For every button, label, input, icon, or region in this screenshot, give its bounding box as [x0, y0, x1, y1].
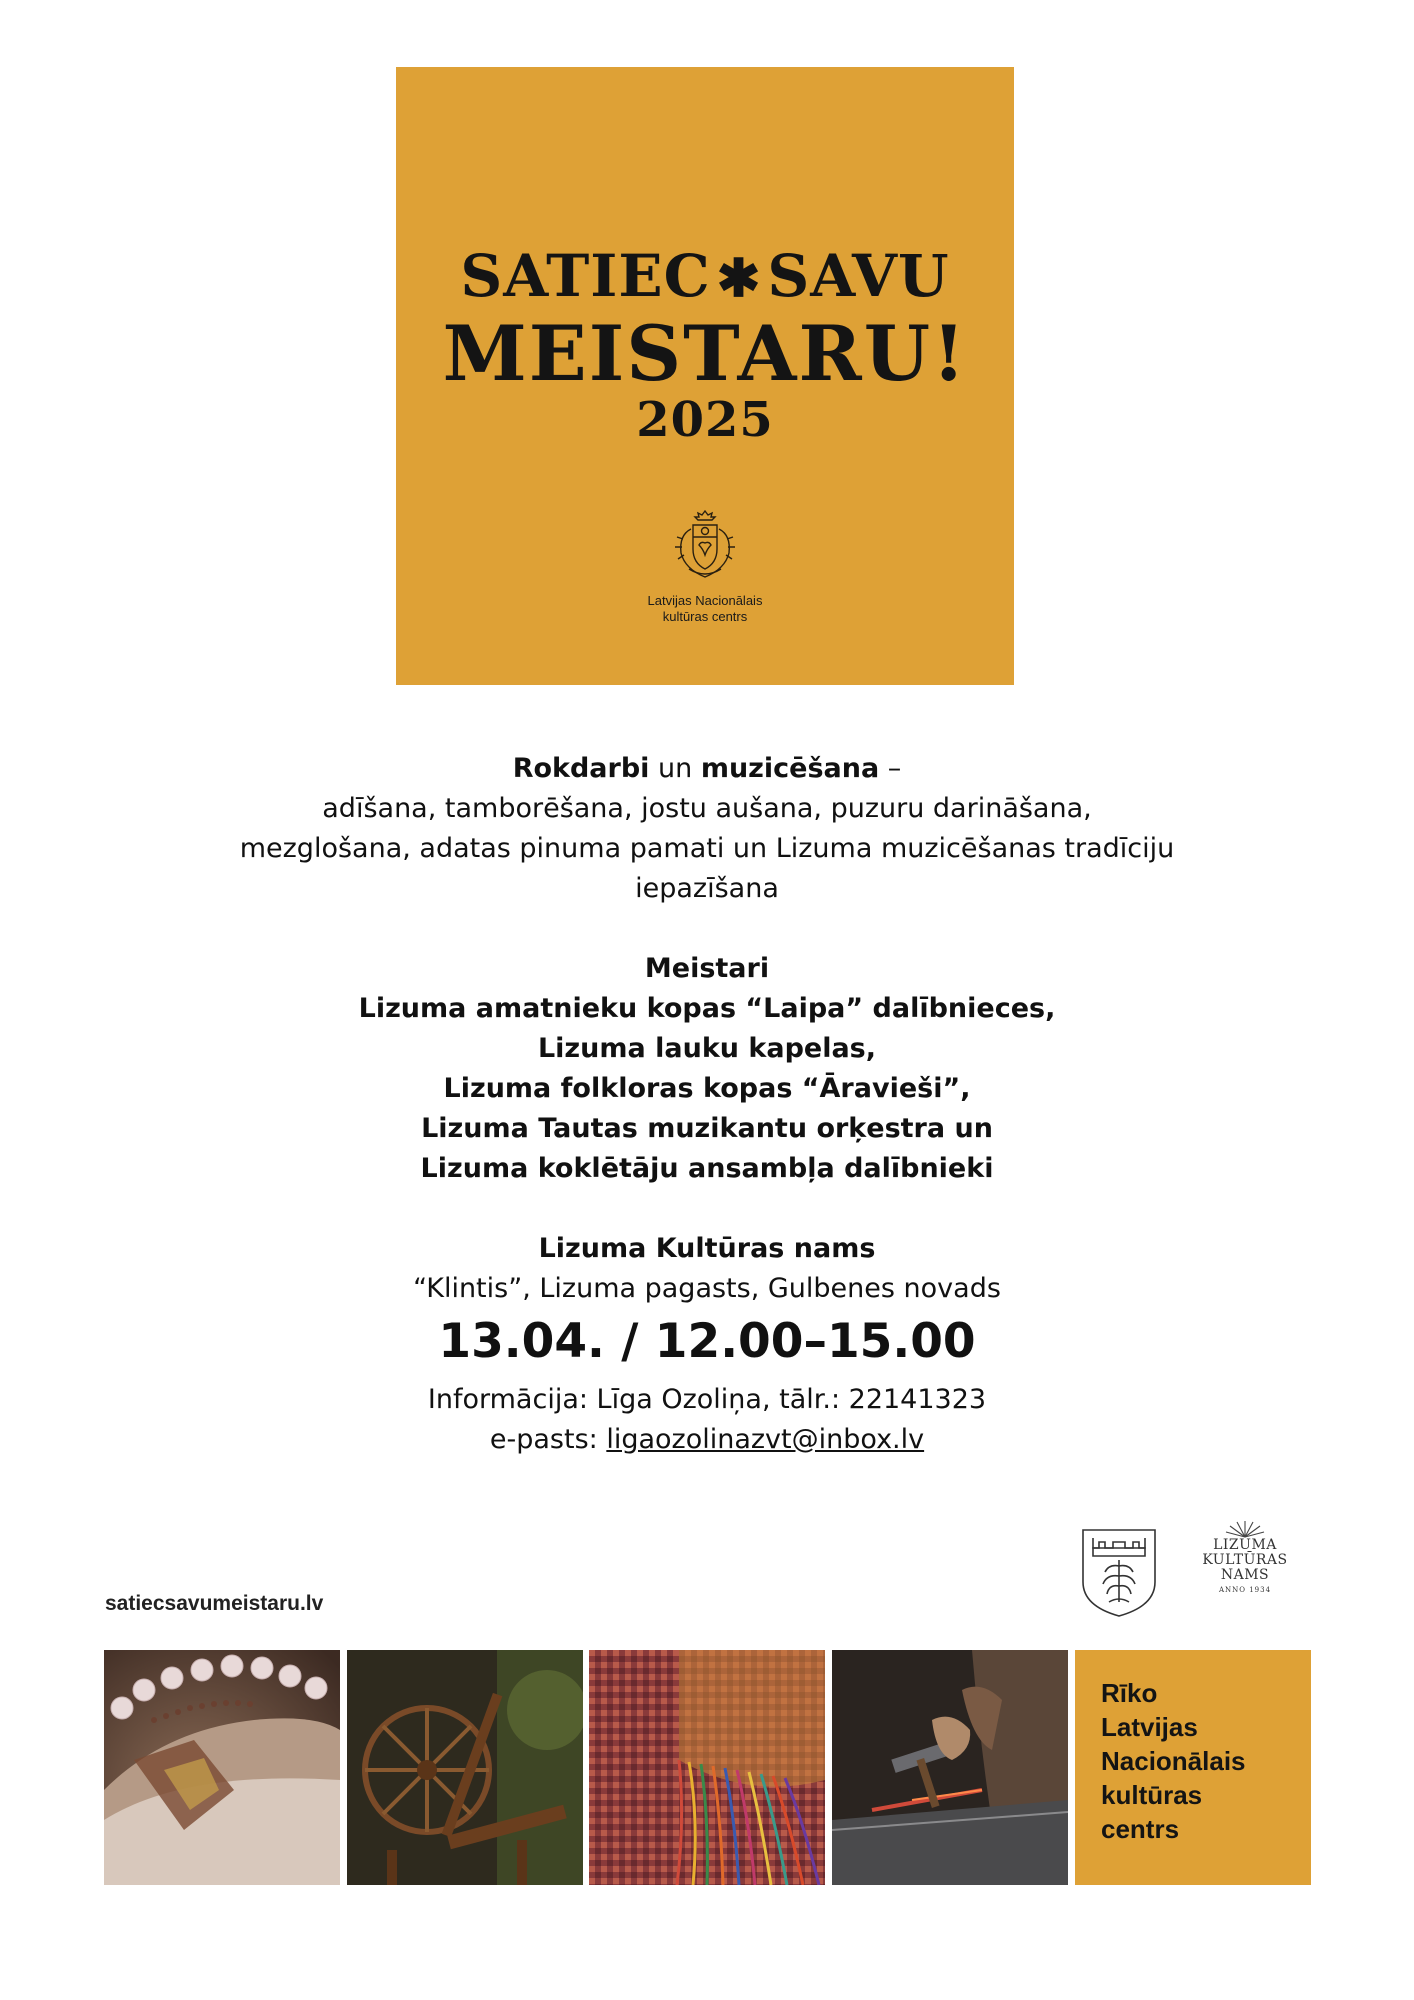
intro-line4: iepazīšana: [635, 873, 779, 904]
kn-line1: LIZUMA: [1213, 1537, 1277, 1553]
intro-muzicesana: muzicēšana: [700, 753, 880, 784]
coat-of-arms-icon: [665, 505, 745, 585]
master-item: Lizuma folkloras kopas “Āravieši”,: [443, 1073, 971, 1104]
woven-sash-photo: [589, 1650, 825, 1885]
kn-line2: KULTŪRAS: [1202, 1552, 1288, 1568]
hero-org-line2: kultūras centrs: [662, 609, 748, 624]
organiser-box: [1075, 1650, 1311, 1885]
organiser-line: kultūras: [1101, 1780, 1203, 1810]
intro-line2: adīšana, tamborēšana, jostu aušana, puzuru darināšana,: [322, 793, 1092, 824]
star-icon: ✱: [716, 248, 762, 309]
venue-name: Lizuma Kultūras nams: [538, 1233, 876, 1264]
gulbene-crest-icon: [1079, 1526, 1159, 1618]
venue-address: “Klintis”, Lizuma pagasts, Gulbenes novads: [413, 1273, 1001, 1304]
title-word-savu: SAVU: [767, 242, 950, 310]
master-item: Lizuma lauku kapelas,: [537, 1033, 877, 1064]
organiser-line: Rīko: [1101, 1678, 1158, 1708]
blacksmith-photo: [832, 1650, 1068, 1885]
intro-rokdarbi: Rokdarbi: [512, 753, 650, 784]
contact-info: Informācija: Līga Ozoliņa, tālr.: 22141323: [427, 1384, 987, 1415]
master-item: Lizuma amatnieku kopas “Laipa” dalībnieces,: [358, 993, 1056, 1024]
organiser-line: centrs: [1101, 1814, 1180, 1844]
email-link[interactable]: ligaozolinazvt@inbox.lv: [606, 1424, 925, 1455]
kn-line3: NAMS: [1220, 1567, 1270, 1583]
event-datetime: 13.04. / 12.00–15.00: [438, 1314, 976, 1369]
event-logo-panel: [396, 67, 1014, 685]
contact-email-line: [0, 1422, 1414, 1458]
organiser-line: Nacionālais: [1101, 1746, 1246, 1776]
intro-line3: mezglošana, adatas pinuma pamati un Lizuma muzicēšanas tradīciju: [239, 833, 1175, 864]
masters-heading: Meistari: [644, 953, 770, 984]
lizuma-kn-logo: [1195, 1518, 1295, 1618]
intro-dash: –: [879, 753, 902, 784]
hero-title-line2: MEISTARU!: [442, 309, 968, 398]
hero-org-line1: Latvijas Nacionālais: [647, 593, 763, 608]
beadwork-photo: [104, 1650, 340, 1885]
sun-rays-icon: [1223, 1518, 1267, 1538]
hero-title-line1: [396, 242, 1014, 310]
site-url-link[interactable]: satiecsavumeistaru.lv: [105, 1592, 324, 1615]
spinning-wheel-photo: [347, 1650, 583, 1885]
master-item: Lizuma koklētāju ansambļa dalībnieki: [420, 1153, 994, 1184]
title-word-satiec: SATIEC: [460, 242, 711, 310]
intro-un: un: [649, 753, 701, 784]
organiser-text: [1101, 1676, 1246, 1846]
master-item: Lizuma Tautas muzikantu orķestra un: [421, 1113, 993, 1144]
hero-year: 2025: [636, 392, 774, 448]
email-label: e-pasts:: [489, 1424, 607, 1455]
organiser-line: Latvijas: [1101, 1712, 1198, 1742]
intro-line1: [0, 751, 1414, 787]
kn-anno: ANNO 1934: [1218, 1586, 1272, 1594]
